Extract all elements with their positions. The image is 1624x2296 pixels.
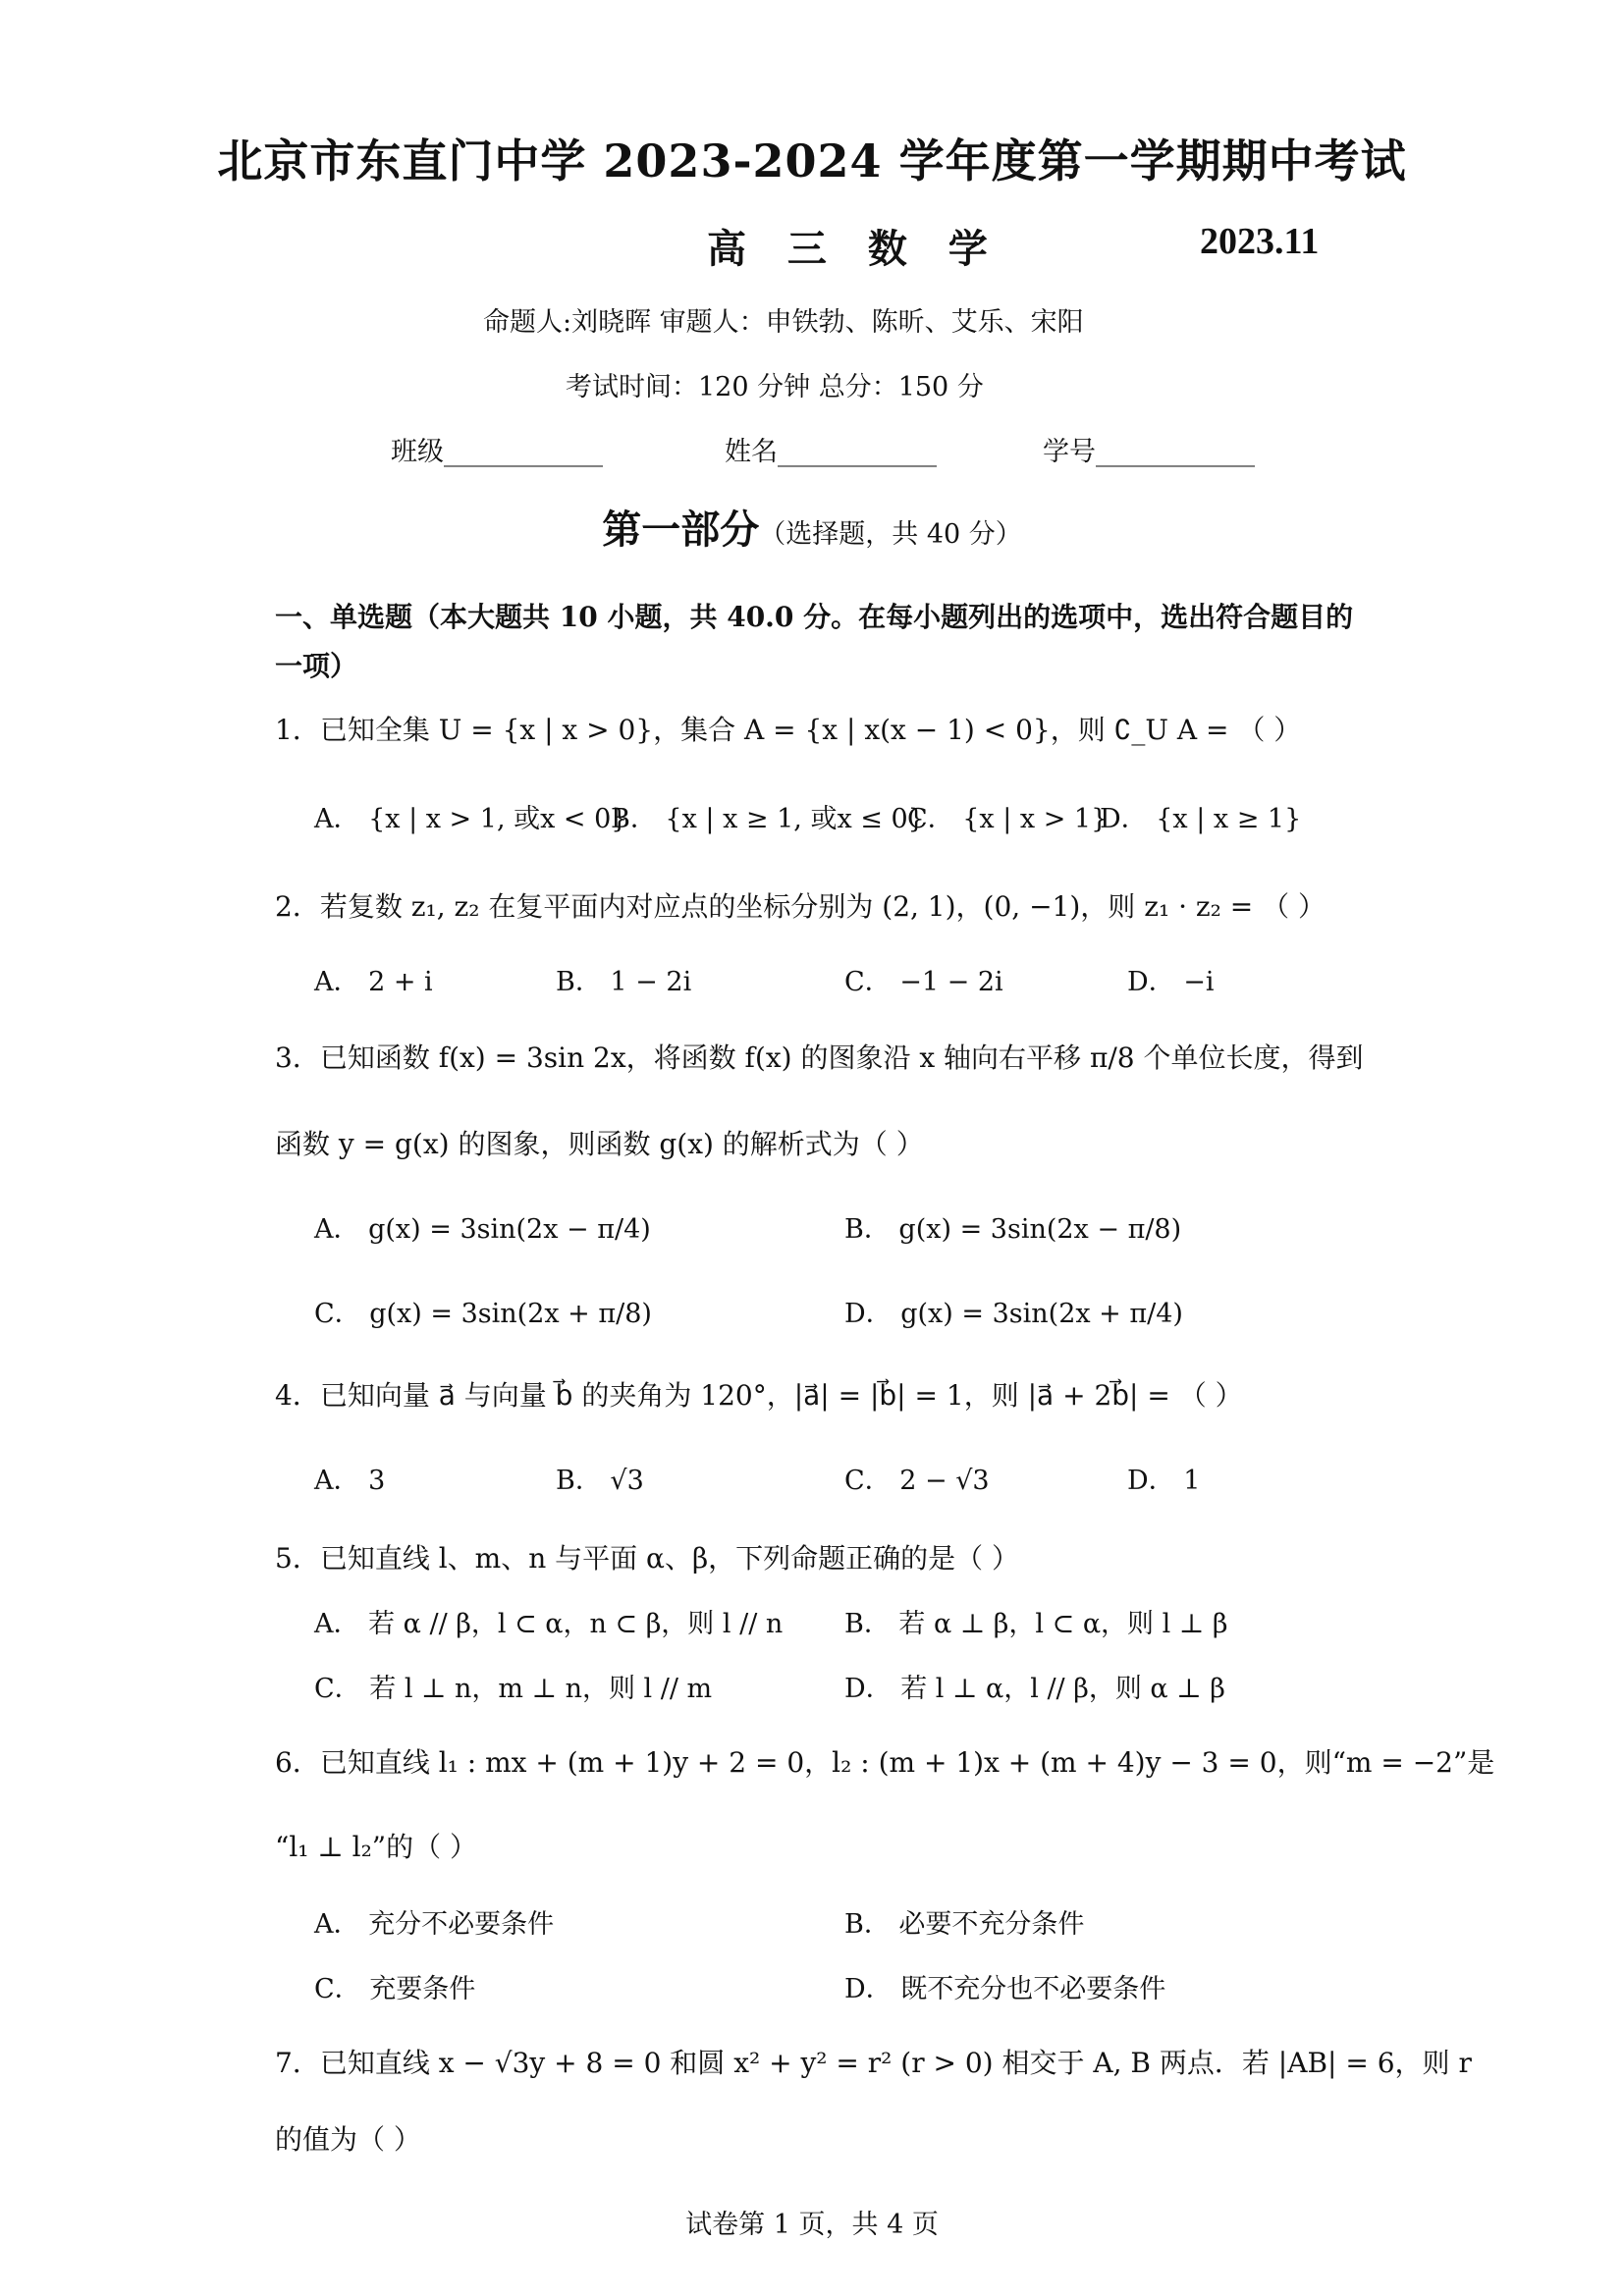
question-4-option-b: B． √3 [556, 1466, 644, 1496]
question-2-option-a: A． 2 + i [314, 967, 433, 997]
question-6-stem-line-2: “l₁ ⊥ l₂”的（ ） [275, 1831, 478, 1863]
question-6-option-a: A． 充分不必要条件 [314, 1909, 555, 1940]
question-4-stem: 4．已知向量 a⃗ 与向量 b⃗ 的夹角为 120°，|a⃗| = |b⃗| = 1，则 |a⃗ + 2b⃗| = （ ） [275, 1379, 1243, 1412]
part-one-heading [0, 499, 1624, 555]
question-1-option-a: A． {x | x > 1, 或x < 0} [314, 804, 628, 834]
question-2-stem: 2．若复数 z₁, z₂ 在复平面内对应点的坐标分别为 (2, 1)，(0, −1)，则 z₁ · z₂ = （ ） [275, 890, 1326, 923]
question-3-option-a: A． g(x) = 3sin(2x − π/4) [314, 1214, 651, 1245]
section-heading: 一、单选题（本大题共 10 小题，共 40.0 分。在每小题列出的选项中，选出符合题目的一项） [275, 601, 1354, 682]
part-one-title: 第一部分 [602, 507, 760, 553]
question-5-option-a: A． 若 α // β，l ⊂ α，n ⊂ β，则 l // n [314, 1609, 784, 1639]
question-5-stem: 5．已知直线 l、m、n 与平面 α、β，下列命题正确的是（ ） [275, 1542, 1020, 1575]
exam-title: 北京市东直门中学 2023-2024 学年度第一学期期中考试 [217, 134, 1407, 187]
question-6-stem-line-1: 6．已知直线 l₁ : mx + (m + 1)y + 2 = 0，l₂ : (m + 1)x + (m + 4)y − 3 = 0，则“m = −2”是 [275, 1746, 1495, 1779]
question-3-option-b: B． g(x) = 3sin(2x − π/8) [844, 1214, 1182, 1245]
question-4-option-c: C． 2 − √3 [844, 1466, 990, 1496]
time-score-line: 考试时间：120 分钟 总分：150 分 [566, 372, 984, 402]
exam-subject: 高 三 数 学 [707, 226, 1001, 272]
question-2-option-c: C． −1 − 2i [844, 967, 1003, 997]
question-4-option-d: D． 1 [1127, 1466, 1201, 1496]
question-6-option-b: B． 必要不充分条件 [844, 1909, 1085, 1940]
question-1-option-d: D． {x | x ≥ 1} [1100, 804, 1302, 834]
question-6-option-c: C． 充要条件 [314, 1974, 476, 2004]
question-6-option-d: D． 既不充分也不必要条件 [844, 1974, 1166, 2004]
question-1-option-c: C． {x | x > 1} [907, 804, 1109, 834]
question-2-option-b: B． 1 − 2i [556, 967, 692, 997]
question-5-option-c: C． 若 l ⊥ n，m ⊥ n，则 l // m [314, 1674, 713, 1704]
question-5-option-d: D． 若 l ⊥ α，l // β，则 α ⊥ β [844, 1674, 1225, 1704]
question-1-option-b: B． {x | x ≥ 1, 或x ≤ 0} [611, 804, 925, 834]
question-3-stem-line-2: 函数 y = g(x) 的图象，则函数 g(x) 的解析式为（ ） [275, 1128, 924, 1160]
question-7-stem-line-1: 7．已知直线 x − √3y + 8 = 0 和圆 x² + y² = r² (r > 0) 相交于 A, B 两点．若 |AB| = 6，则 r [275, 2047, 1472, 2079]
page-footer: 试卷第 1 页，共 4 页 [685, 2210, 939, 2240]
question-4-option-a: A． 3 [314, 1466, 386, 1496]
part-one-note: （选择题，共 40 分） [759, 519, 1022, 550]
question-3-option-d: D． g(x) = 3sin(2x + π/4) [844, 1299, 1183, 1329]
student-id-field: 学号____________ [1043, 437, 1255, 467]
class-field: 班级____________ [391, 437, 603, 467]
authors-line: 命题人:刘晓晖 审题人：申铁勃、陈昕、艾乐、宋阳 [483, 307, 1084, 338]
exam-date: 2023.11 [1200, 221, 1320, 262]
question-2-option-d: D． −i [1127, 967, 1215, 997]
question-1-stem: 1．已知全集 U = {x | x > 0}，集合 A = {x | x(x − 1) < 0}，则 ∁_U A = （ ） [275, 714, 1302, 746]
name-field: 姓名____________ [725, 437, 937, 467]
question-5-option-b: B． 若 α ⊥ β，l ⊂ α，则 l ⊥ β [844, 1609, 1228, 1639]
question-3-option-c: C． g(x) = 3sin(2x + π/8) [314, 1299, 652, 1329]
question-7-stem-line-2: 的值为（ ） [275, 2123, 421, 2156]
question-3-stem-line-1: 3．已知函数 f(x) = 3sin 2x，将函数 f(x) 的图象沿 x 轴向右平移 π/8 个单位长度，得到 [275, 1041, 1364, 1074]
